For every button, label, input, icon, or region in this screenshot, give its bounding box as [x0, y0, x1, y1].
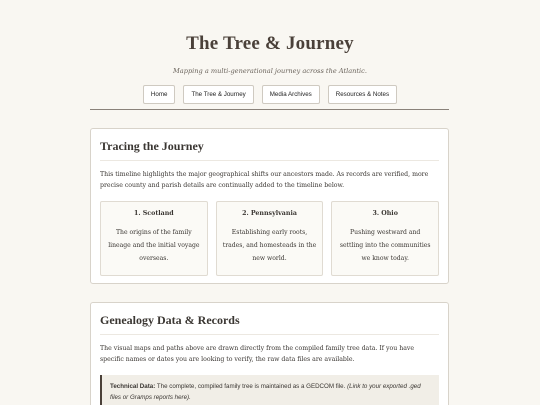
- technical-data-link-hint: (Link to your exported .ged files or Gramps reports here).: [110, 383, 421, 401]
- nav-resources-notes-button[interactable]: Resources & Notes: [328, 85, 397, 104]
- main-nav: [0, 85, 540, 104]
- technical-data-note: [100, 375, 439, 405]
- site-header: [0, 0, 540, 104]
- journey-title-rule: [100, 160, 439, 161]
- records-intro: The visual maps and paths above are drawn directly from the compiled family tree data. If you have specific names or dates you are looking to verify, the raw data files are available.: [100, 345, 415, 363]
- timeline-stop-scotland: [100, 201, 208, 276]
- nav-tree-journey-button[interactable]: The Tree & Journey: [183, 85, 253, 104]
- timeline-stop-description: The origins of the family lineage and the initial voyage overseas.: [108, 229, 200, 262]
- site-tagline: Mapping a multi-generational journey across the Atlantic.: [173, 67, 367, 75]
- technical-data-label: Technical Data:: [110, 383, 156, 390]
- journey-title: Tracing the Journey: [100, 139, 204, 153]
- timeline-stop-title: 3. Ohio: [372, 210, 398, 217]
- timeline-stop-ohio: [331, 201, 439, 276]
- records-title: Genealogy Data & Records: [100, 313, 240, 327]
- nav-home-button[interactable]: Home: [143, 85, 176, 104]
- timeline-stop-description: Establishing early roots, trades, and homesteads in the new world.: [222, 229, 317, 262]
- site-title: The Tree & Journey: [186, 33, 354, 54]
- records-card: [90, 302, 449, 405]
- timeline-stop-title: 1. Scotland: [133, 210, 174, 217]
- timeline-stop-pennsylvania: [216, 201, 324, 276]
- timeline-stop-description: Pushing westward and settling into the communities we know today.: [339, 229, 431, 262]
- technical-data-text: The complete, compiled family tree is maintained as a GEDCOM file.: [155, 383, 348, 390]
- journey-timeline: [100, 201, 439, 276]
- timeline-stop-title: 2. Pennsylvania: [242, 210, 297, 217]
- records-title-rule: [100, 334, 439, 335]
- header-divider: [90, 109, 449, 110]
- journey-card: [90, 128, 449, 284]
- nav-media-archives-button[interactable]: Media Archives: [262, 85, 320, 104]
- journey-intro: This timeline highlights the major geographical shifts our ancestors made. As records are verified, more precise county and parish details are continually added to the timeline below.: [100, 171, 429, 189]
